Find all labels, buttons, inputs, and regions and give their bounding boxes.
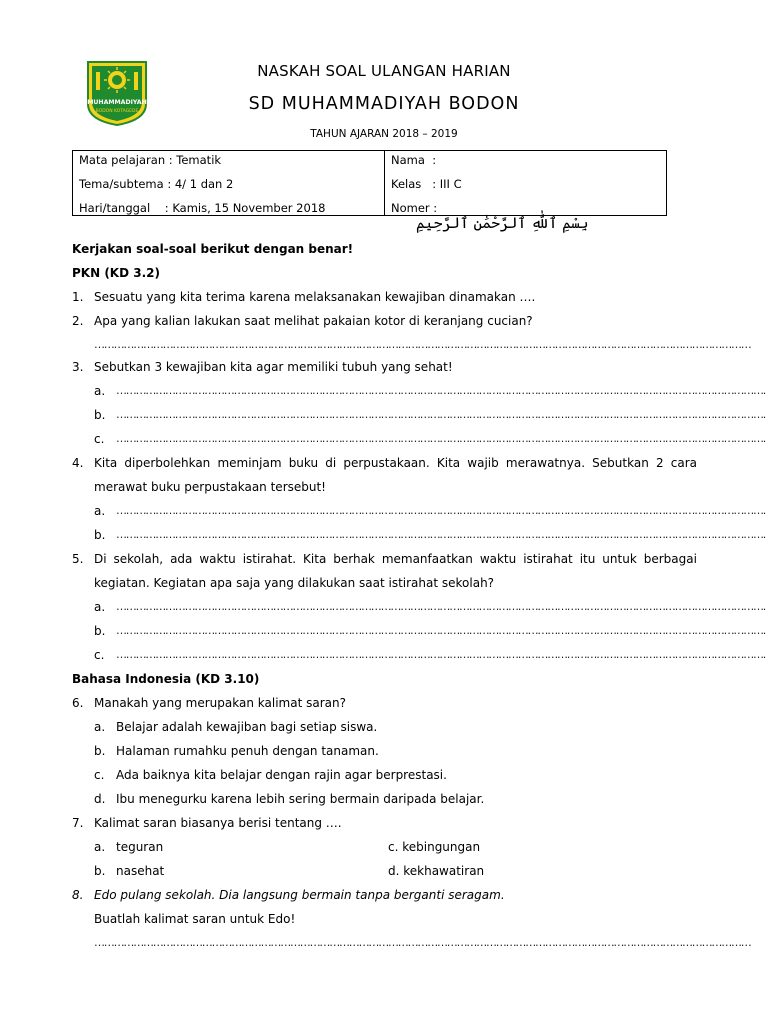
question-8-text: Edo pulang sekolah. Dia langsung bermain tanpa berganti seragam. [94,888,505,902]
word: berbagai [643,552,697,566]
answer-line[interactable]: ………………………………………………………………………………………………………………………………………………………………………………. [116,384,766,397]
option-letter: a. [94,384,106,398]
section-heading-bindo: Bahasa Indonesia (KD 3.10) [72,672,260,686]
word: meminjam [217,456,282,470]
option-6c[interactable]: Ada baiknya kita belajar dengan rajin agar berprestasi. [116,768,447,782]
answer-line[interactable]: ………………………………………………………………………………………………………………………………………………………………………………. [116,648,766,661]
question-number: 4. [72,456,84,470]
question-4-line2: merawat buku perpustakaan tersebut! [94,480,326,494]
word: wajib [467,456,499,470]
option-6d[interactable]: Ibu menegurku karena lebih sering bermain daripada belajar. [116,792,485,806]
word: ada [170,552,193,566]
option-letter: d. [94,792,106,806]
word: diperbolehkan [124,456,211,470]
word: di [325,456,337,470]
info-theme: Tema/subtema : 4/ 1 dan 2 [79,177,234,191]
question-number: 3. [72,360,84,374]
option-7a[interactable]: teguran [116,840,164,854]
info-date: Hari/tanggal : Kamis, 15 November 2018 [79,201,326,215]
option-7c[interactable]: c. kebingungan [388,840,481,854]
word: itu [579,552,596,566]
question-1-text: Sesuatu yang kita terima karena melaksanakan kewajiban dinamakan …. [94,290,536,304]
question-7-text: Kalimat saran biasanya berisi tentang …. [94,816,342,830]
question-number: 7. [72,816,84,830]
student-info-box [72,150,667,216]
question-number: 5. [72,552,84,566]
option-letter: b. [94,744,106,758]
word: sekolah, [113,552,164,566]
svg-text:BODON KOTAGEDE: BODON KOTAGEDE [95,109,139,114]
word: merawatnya. [505,456,586,470]
word: waktu [479,552,517,566]
word: perpustakaan. [343,456,430,470]
word: waktu [199,552,236,566]
question-number: 6. [72,696,84,710]
answer-line[interactable]: ………………………………………………………………………………………………………………………………………………………………………………… [94,338,751,351]
question-number: 8. [72,888,84,902]
school-name: SD MUHAMMADIYAH BODON [248,94,520,114]
word: berhak [333,552,375,566]
bismillah-calligraphy: بِسْمِ ٱللَّٰهِ ٱلرَّحْمَٰنِ ٱلرَّحِيمِ [416,214,589,232]
answer-line[interactable]: ………………………………………………………………………………………………………………………………………………………………………………. [116,624,766,637]
word: untuk [602,552,637,566]
info-divider [384,151,385,215]
option-7d[interactable]: d. kekhawatiran [388,864,485,878]
answer-line[interactable]: ………………………………………………………………………………………………………………………………………………………………………………. [116,600,766,613]
answer-line[interactable]: ………………………………………………………………………………………………………………………………………………………………………………. [116,528,766,541]
question-5-line1 [94,552,697,566]
question-number: 1. [72,290,84,304]
answer-line[interactable]: ………………………………………………………………………………………………………………………………………………………………………………. [116,408,766,421]
word: cara [670,456,697,470]
option-letter: b. [94,624,106,638]
academic-year: TAHUN AJARAN 2018 – 2019 [310,128,458,140]
word: memanfaatkan [381,552,473,566]
option-letter: c. [94,768,105,782]
question-2-text: Apa yang kalian lakukan saat melihat pakaian kotor di keranjang cucian? [94,314,533,328]
info-number: Nomer : [391,201,438,215]
word: istirahat [523,552,573,566]
question-4-line1 [94,456,697,470]
question-number: 2. [72,314,84,328]
word: Sebutkan [592,456,649,470]
option-letter: c. [94,648,105,662]
option-6b[interactable]: Halaman rumahku penuh dengan tanaman. [116,744,379,758]
option-letter: a. [94,600,106,614]
question-3-text: Sebutkan 3 kewajiban kita agar memiliki tubuh yang sehat! [94,360,453,374]
section-heading-pkn: PKN (KD 3.2) [72,266,160,280]
word: buku [288,456,319,470]
word: istirahat. [242,552,297,566]
instruction: Kerjakan soal-soal berikut dengan benar! [72,242,354,256]
option-7b[interactable]: nasehat [116,864,165,878]
info-class: Kelas : III C [391,177,462,191]
document-title: NASKAH SOAL ULANGAN HARIAN [257,62,511,80]
word: Di [94,552,107,566]
question-6-text: Manakah yang merupakan kalimat saran? [94,696,346,710]
word: Kita [436,456,461,470]
option-letter: b. [94,408,106,422]
option-letter: b. [94,864,106,878]
option-letter: a. [94,720,106,734]
info-name: Nama : [391,153,437,167]
svg-text:MUHAMMADIYAH: MUHAMMADIYAH [87,99,147,106]
word: Kita [303,552,327,566]
answer-line[interactable]: ………………………………………………………………………………………………………………………………………………………………………………. [116,504,766,517]
option-letter: c. [94,432,105,446]
info-subject: Mata pelajaran : Tematik [79,153,222,167]
option-6a[interactable]: Belajar adalah kewajiban bagi setiap siswa. [116,720,378,734]
option-letter: b. [94,528,106,542]
answer-line[interactable]: ………………………………………………………………………………………………………………………………………………………………………………. [116,432,766,445]
option-letter: a. [94,840,106,854]
question-8-instruction: Buatlah kalimat saran untuk Edo! [94,912,296,926]
question-5-line2: kegiatan. Kegiatan apa saja yang dilakukan saat istirahat sekolah? [94,576,495,590]
word: Kita [94,456,118,470]
word: 2 [655,456,664,470]
answer-line[interactable]: ………………………………………………………………………………………………………………………………………………………………………………… [94,936,751,949]
option-letter: a. [94,504,106,518]
